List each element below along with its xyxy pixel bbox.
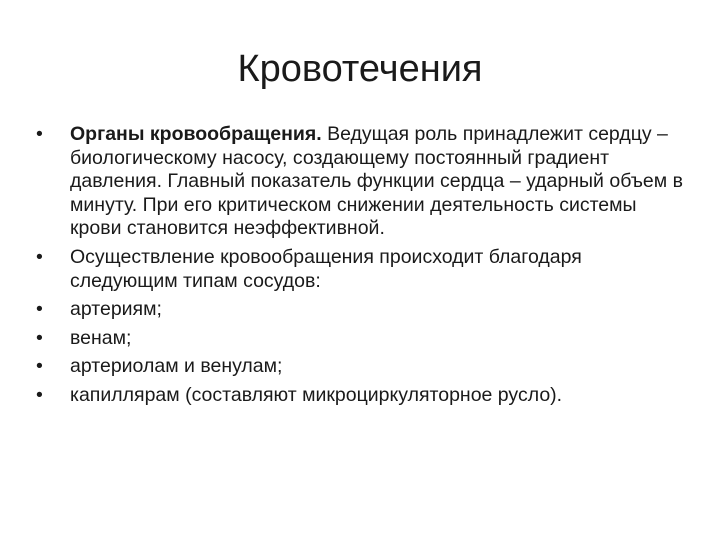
bullet-dot-icon: • <box>36 326 43 349</box>
bullet-text: артериолам и венулам; <box>70 355 283 378</box>
list-item <box>36 384 686 408</box>
bullet-text: капиллярам (составляют микроциркуляторное русло). <box>70 383 563 406</box>
slide-title: Кровотечения <box>237 48 483 90</box>
list-item <box>36 355 686 379</box>
bullet-dot-icon: • <box>36 355 43 378</box>
bullet-text: венам; <box>70 326 132 349</box>
list-item <box>36 298 686 322</box>
bullet-list <box>36 123 686 413</box>
bullet-dot-icon: • <box>36 298 43 321</box>
bullet-dot-icon: • <box>36 123 43 145</box>
bullet-text: артериям; <box>70 298 162 321</box>
list-item <box>36 327 686 351</box>
bullet-dot-icon: • <box>36 383 43 406</box>
list-item <box>36 246 686 293</box>
bullet-text: Осуществление кровообращения происходит благодаря следующим типам сосудов: <box>70 245 582 292</box>
bullet-dot-icon: • <box>36 245 43 268</box>
bullet-text: Ведущая роль принадлежит сердцу – биологическому насосу, создающему постоянный градиент давления. Главный показатель функции сердца – ударный объем в минуту. При его критическом снижении деятельность системы крови становится неэффективной. <box>70 123 683 240</box>
list-item <box>36 123 686 241</box>
bullet-lead: Органы кровообращения. <box>70 123 322 145</box>
